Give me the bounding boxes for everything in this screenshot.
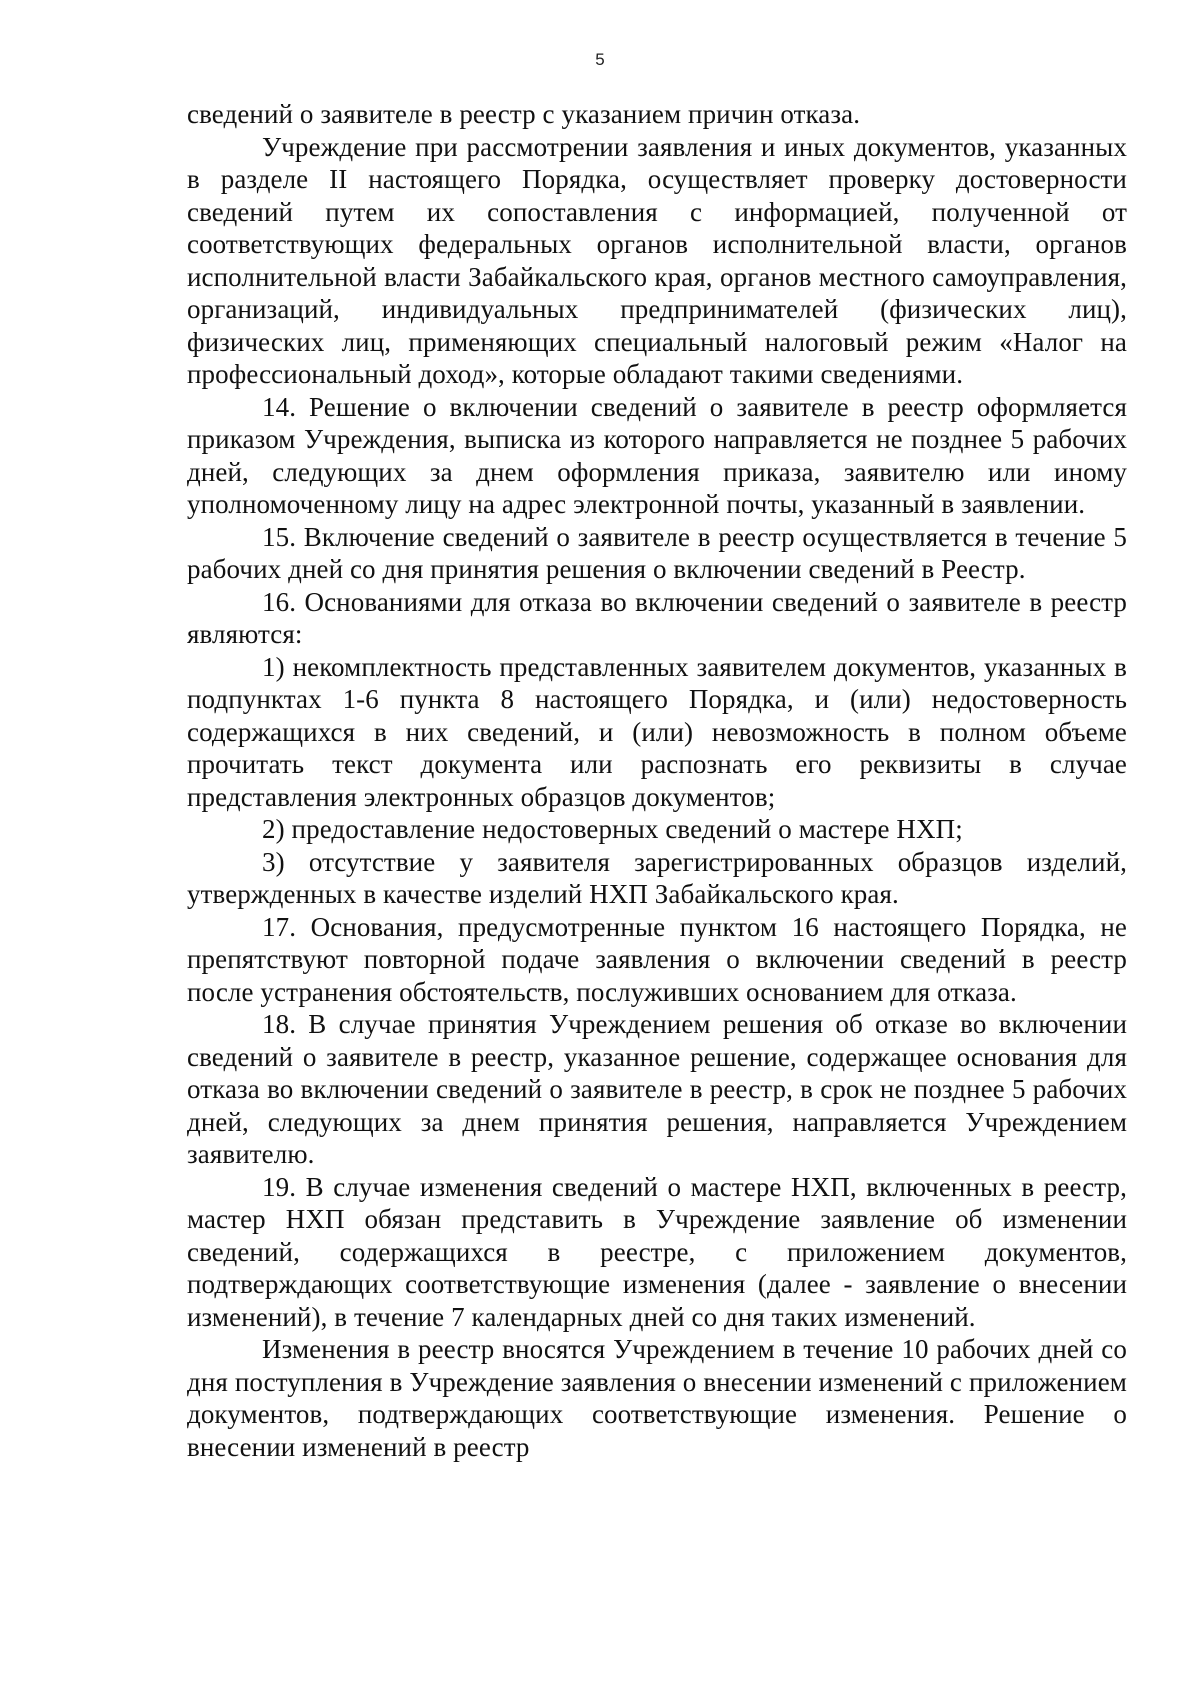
subitem-3: 3) отсутствие у заявителя зарегистрированных образцов изделий, утвержденных в качестве изделий НХП Забайкальского края. <box>187 846 1127 909</box>
paragraph: сведений о заявителе в реестр с указанием причин отказа. <box>187 99 861 129</box>
paragraph-item-16: 16. Основаниями для отказа во включении сведений о заявителе в реестр являются: <box>187 586 1127 649</box>
subitem-2: 2) предоставление недостоверных сведений о мастере НХП; <box>262 814 963 844</box>
paragraph-item-14: 14. Решение о включении сведений о заявителе в реестр оформляется приказом Учреждения, выписка из которого направляется не позднее 5 рабочих дней, следующих за днем оформления приказа, заявителю или иному уполномоченному лицу на адрес электронной почты, указанный в заявлении. <box>187 391 1127 519</box>
paragraph-item-15: 15. Включение сведений о заявителе в реестр осуществляется в течение 5 рабочих дней со дня принятия решения о включении сведений в Реестр. <box>187 521 1127 584</box>
paragraph: Учреждение при рассмотрении заявления и иных документов, указанных в разделе II настоящего Порядка, осуществляет проверку достоверности сведений путем их сопоставления с информацией, полученной от соответствующих федеральных органов исполнительной власти, органов исполнительной власти Забайкальского края, органов местного самоуправления, организаций, индивидуальных предпринимателей (физических лиц), физических лиц, применяющих специальный налоговый режим «Налог на профессиональный доход», которые обладают такими сведениями. <box>187 131 1127 389</box>
paragraph: Изменения в реестр вносятся Учреждением в течение 10 рабочих дней со дня поступления в Учреждение заявления о внесении изменений с приложением документов, подтверждающих соответствующие изменения. Решение о внесении изменений в реестр <box>187 1334 1127 1462</box>
page-number: 5 <box>595 50 605 69</box>
paragraph-item-18: 18. В случае принятия Учреждением решения об отказе во включении сведений о заявителе в реестр, указанное решение, содержащее основания для отказа во включении сведений о заявителе в реестр, в срок не позднее 5 рабочих дней, следующих за днем принятия решения, направляется Учреждением заявителю. <box>187 1009 1127 1169</box>
paragraph-item-17: 17. Основания, предусмотренные пунктом 16 настоящего Порядка, не препятствуют повторной подаче заявления о включении сведений в реестр после устранения обстоятельств, послуживших основанием для отказа. <box>187 911 1127 1007</box>
subitem-1: 1) некомплектность представленных заявителем документов, указанных в подпунктах 1-6 пункта 8 настоящего Порядка, и (или) недостоверность содержащихся в них сведений, и (или) невозможность в полном объеме прочитать текст документа или распознать его реквизиты в случае представления электронных образцов документов; <box>187 651 1127 812</box>
document-body <box>187 98 1127 1463</box>
paragraph-item-19: 19. В случае изменения сведений о мастере НХП, включенных в реестр, мастер НХП обязан представить в Учреждение заявление об изменении сведений, содержащихся в реестре, с приложением документов, подтверждающих соответствующие изменения (далее - заявление о внесении изменений), в течение 7 календарных дней со дня таких изменений. <box>187 1171 1127 1332</box>
